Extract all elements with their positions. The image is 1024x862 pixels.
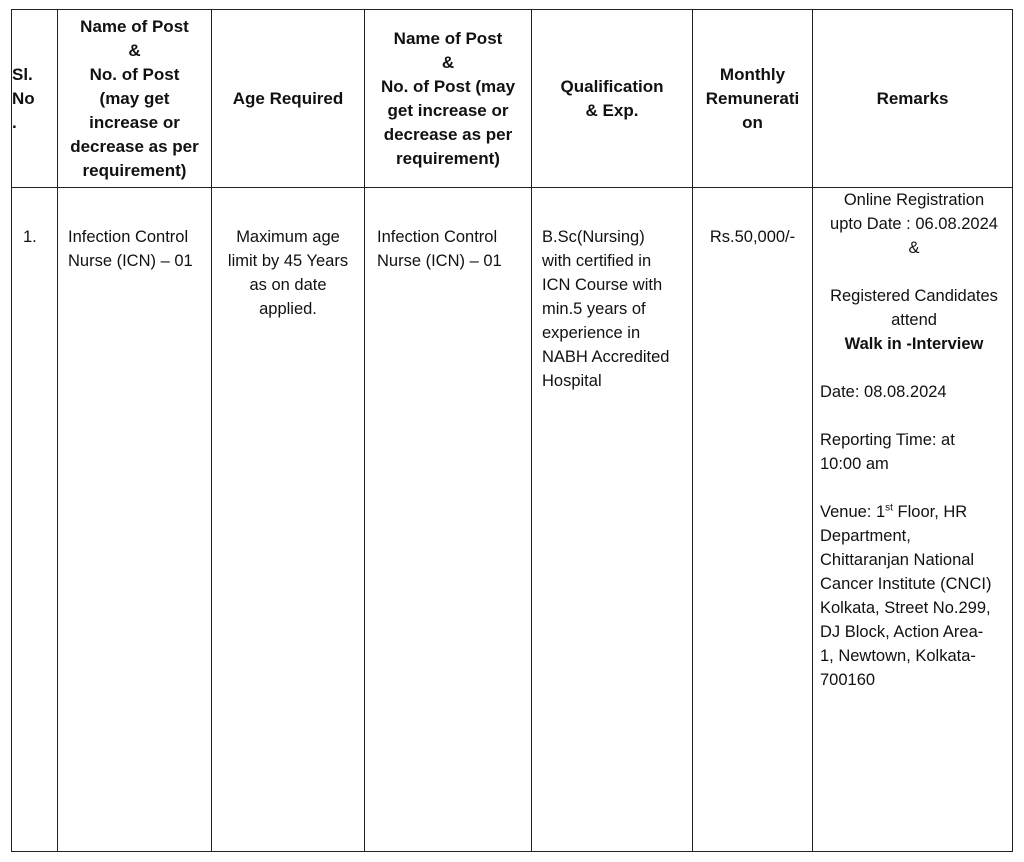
- remarks-reporting-time: Reporting Time: at 10:00 am: [820, 431, 955, 473]
- table-header-row: [12, 10, 1013, 188]
- header-remarks: Remarks: [813, 10, 1013, 188]
- header-post-name-2: Name of Post & No. of Post (may get increase or decrease as per requirement): [365, 10, 532, 188]
- cell-remuneration: [693, 188, 813, 852]
- header-sl-no: Sl. No .: [12, 10, 58, 188]
- cell-post-name-2: [365, 188, 532, 852]
- remarks-attend: Registered Candidates attend: [830, 287, 998, 329]
- venue-superscript: st: [885, 502, 893, 514]
- header-qualification: Qualification & Exp.: [532, 10, 693, 188]
- header-age-required: Age Required: [212, 10, 365, 188]
- remuneration-value: Rs.50,000/-: [709, 228, 796, 246]
- cell-remarks: [813, 188, 1013, 852]
- cell-sl-no: [12, 188, 58, 852]
- remarks-date: Date: 08.08.2024: [820, 383, 947, 401]
- post-name-value: Infection Control Nurse (ICN) – 01: [68, 228, 193, 270]
- remarks-registration: Online Registration upto Date : 06.08.2024 &: [830, 191, 998, 257]
- remarks-venue: [820, 500, 1008, 692]
- cell-age: [212, 188, 365, 852]
- remarks-walk-in: Walk in -Interview: [844, 335, 984, 353]
- header-remuneration: Monthly Remunerati on: [693, 10, 813, 188]
- venue-prefix: Venue: 1: [820, 503, 886, 521]
- sl-no-value: 1.: [23, 228, 37, 246]
- table-row: [12, 188, 1013, 852]
- recruitment-table: [11, 9, 1013, 852]
- venue-rest: Floor, HR Department, Chittaranjan National Cancer Institute (CNCI) Kolkata, Street No.299, DJ Block, Action Area- 1, Newtown, Kolkata- 700160: [820, 503, 992, 689]
- header-post-name: Name of Post & No. of Post (may get increase or decrease as per requirement): [58, 10, 212, 188]
- post-name-2-value: Infection Control Nurse (ICN) – 01: [377, 228, 502, 270]
- qualification-value: B.Sc(Nursing) with certified in ICN Course with min.5 years of experience in NABH Accredited Hospital: [542, 228, 670, 390]
- cell-post-name: [58, 188, 212, 852]
- age-value: Maximum age limit by 45 Years as on date applied.: [227, 228, 349, 318]
- cell-qualification: [532, 188, 693, 852]
